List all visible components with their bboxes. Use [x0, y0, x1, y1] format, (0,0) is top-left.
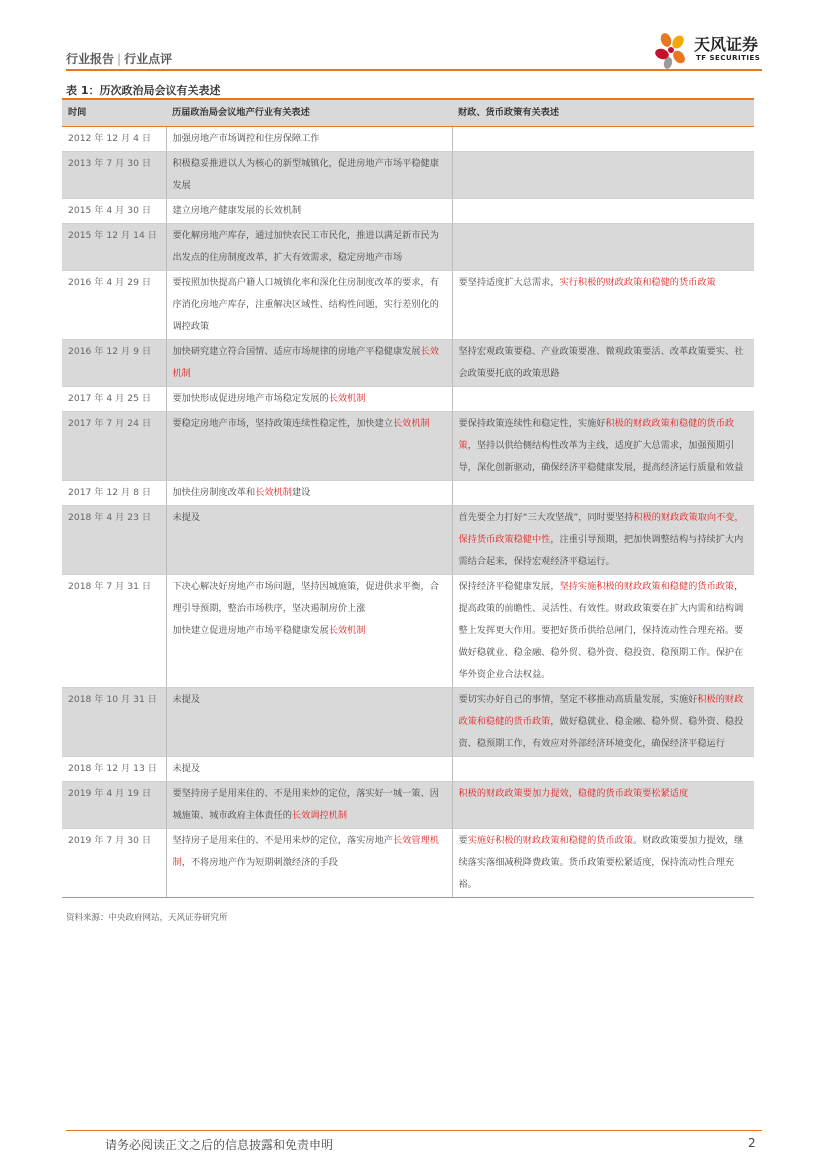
table-row [62, 199, 754, 224]
report-category: 行业报告 [66, 52, 115, 66]
cell-text: 要加快形成促进房地产市场稳定发展的 [172, 393, 329, 404]
brand-logo [652, 30, 764, 70]
highlighted-text: 实行积极的财政政策和稳健的货币政策 [559, 277, 716, 288]
cell-property [166, 481, 452, 506]
cell-policy [452, 688, 754, 757]
table-row [62, 224, 754, 271]
cell-policy [452, 757, 754, 782]
cell-date: 2018 年 12 月 13 日 [62, 757, 166, 782]
logo-name-en: TF SECURITIES [696, 54, 761, 62]
cell-date: 2013 年 7 月 30 日 [62, 152, 166, 199]
cell-text: ，坚持以供给侧结构性改革为主线，适度扩大总需求，加强预期引导，深化创新驱动，确保经济平稳健康发展，提高经济运行质量和效益 [458, 440, 744, 473]
cell-date: 2018 年 10 月 31 日 [62, 688, 166, 757]
cell-text: 要按照加快提高户籍人口城镇化率和深化住房制度改革的要求，有序消化房地产库存，注重解决区域性、结构性问题，实行差别化的调控政策 [172, 277, 439, 332]
cell-text: 保持经济平稳健康发展， [458, 581, 560, 592]
cell-policy [452, 340, 754, 387]
cell-date: 2017 年 12 月 8 日 [62, 481, 166, 506]
source-note: 资料来源：中央政府网站，天风证券研究所 [66, 913, 228, 923]
cell-text: 要稳定房地产市场，坚持政策连续性稳定性，加快建立 [172, 418, 393, 429]
cell-date: 2019 年 7 月 30 日 [62, 829, 166, 898]
header-divider [66, 69, 762, 71]
cell-text: 要 [458, 835, 468, 846]
cell-date: 2017 年 7 月 24 日 [62, 412, 166, 481]
table-row [62, 387, 754, 412]
cell-date: 2018 年 4 月 23 日 [62, 506, 166, 575]
cell-property [166, 224, 452, 271]
table-row [62, 782, 754, 829]
cell-text: 要坚持房子是用来住的、不是用来炒的定位，落实好一城一策、因城施策、城市政府主体责任的 [172, 788, 439, 821]
highlighted-text: 长效机制 [328, 393, 366, 404]
cell-property [166, 575, 452, 688]
highlighted-text: 长效管理机制 [172, 835, 439, 868]
cell-property [166, 757, 452, 782]
footer-divider [66, 1130, 762, 1131]
cell-text: 要坚持适度扩大总需求， [458, 277, 560, 288]
highlighted-text: 积极的财政政策要加力提效，稳健的货币政策要松紧适度 [458, 788, 689, 799]
cell-property [166, 127, 452, 152]
cell-text: 未提及 [172, 694, 201, 705]
cell-text: 。财政政策要加力提效，继续落实落细减税降费政策。货币政策要松紧适度，保持流动性合理充裕。 [458, 835, 744, 890]
cell-date: 2018 年 7 月 31 日 [62, 575, 166, 688]
column-header-property: 历届政治局会议地产行业有关表述 [166, 99, 452, 127]
cell-date: 2016 年 12 月 9 日 [62, 340, 166, 387]
cell-text: 建设 [291, 487, 311, 498]
cell-date: 2016 年 4 月 29 日 [62, 271, 166, 340]
table-row [62, 757, 754, 782]
cell-property [166, 688, 452, 757]
cell-property [166, 152, 452, 199]
table-row [62, 481, 754, 506]
cell-date: 2019 年 4 月 19 日 [62, 782, 166, 829]
table-row [62, 575, 754, 688]
table-body [62, 127, 754, 898]
cell-text: 首先要全力打好“三大攻坚战”，同时要坚持 [458, 512, 634, 523]
table-row [62, 127, 754, 152]
cell-text: ，做好稳就业、稳金融、稳外贸、稳外资、稳投资、稳预期工作，有效应对外部经济环境变化，确保经济平稳运行 [458, 716, 744, 749]
table-row [62, 412, 754, 481]
highlighted-text: 长效机制 [393, 418, 430, 429]
cell-property [166, 412, 452, 481]
breadcrumb [66, 50, 172, 67]
column-header-date: 时间 [62, 99, 166, 127]
table-caption: 表 1：历次政治局会议有关表述 [66, 84, 221, 97]
cell-policy [452, 199, 754, 224]
breadcrumb-separator: | [117, 52, 122, 66]
cell-policy [452, 271, 754, 340]
table-row [62, 688, 754, 757]
table-row [62, 829, 754, 898]
logo-name-cn: 天风证券 [694, 35, 759, 54]
cell-policy [452, 224, 754, 271]
highlighted-text: 积极的财政政策和稳健的货币政策 [458, 694, 744, 727]
policy-table [62, 98, 754, 898]
cell-text: 加快建立促进房地产市场平稳健康发展 [172, 625, 329, 636]
cell-property [166, 199, 452, 224]
cell-text: 未提及 [172, 763, 201, 774]
cell-text: 要化解房地产库存，通过加快农民工市民化，推进以满足新市民为出发点的住房制度改革，扩大有效需求，稳定房地产市场 [172, 230, 439, 263]
cell-property [166, 271, 452, 340]
cell-property [166, 387, 452, 412]
cell-text: 积极稳妥推进以人为核心的新型城镇化，促进房地产市场平稳健康发展 [172, 158, 439, 191]
highlighted-text: 积极的财政政策取向不变，保持货币政策稳健中性 [458, 512, 744, 545]
highlighted-text: 长效机制 [255, 487, 292, 498]
cell-text: ，提高政策的前瞻性、灵活性、有效性。财政政策要在扩大内需和结构调整上发挥更大作用。要把好货币供给总闸门，保持流动性合理充裕。要做好稳就业、稳金融、稳外贸、稳外资、稳投资、稳预期工作。保护在华外资企业合法权益。 [458, 581, 744, 680]
highlighted-text: 长效调控机制 [291, 810, 348, 821]
cell-text: 坚持宏观政策要稳、产业政策要准、微观政策要活、改革政策要实、社会政策要托底的政策思路 [458, 346, 744, 379]
disclaimer-text: 请务必阅读正文之后的信息披露和免责申明 [105, 1138, 334, 1152]
cell-text: 要切实办好自己的事情，坚定不移推动高质量发展，实施好 [458, 694, 698, 705]
flower-logo-icon [652, 30, 692, 70]
table-row [62, 271, 754, 340]
cell-text: 坚持房子是用来住的、不是用来炒的定位，落实房地产 [172, 835, 393, 846]
report-subcategory: 行业点评 [124, 52, 173, 66]
cell-date: 2015 年 12 月 14 日 [62, 224, 166, 271]
cell-text: ，不将房地产作为短期刺激经济的手段 [181, 857, 338, 868]
cell-date: 2017 年 4 月 25 日 [62, 387, 166, 412]
highlighted-text: 长效机制 [328, 625, 366, 636]
table-header-row [62, 99, 754, 127]
table-row [62, 152, 754, 199]
cell-policy [452, 412, 754, 481]
cell-date: 2015 年 4 月 30 日 [62, 199, 166, 224]
cell-text: ，注重引导预期，把加快调整结构与持续扩大内需结合起来，保持宏观经济平稳运行。 [458, 534, 744, 567]
highlighted-text: 坚持实施积极的财政政策和稳健的货币政策 [559, 581, 735, 592]
cell-text: 未提及 [172, 512, 201, 523]
cell-text: 加快住房制度改革和 [172, 487, 256, 498]
cell-property [166, 506, 452, 575]
cell-policy [452, 152, 754, 199]
highlighted-text: 积极的财政政策和稳健的货币政策 [458, 418, 735, 451]
cell-date: 2012 年 12 月 4 日 [62, 127, 166, 152]
cell-policy [452, 829, 754, 898]
column-header-policy: 财政、货币政策有关表述 [452, 99, 754, 127]
cell-property [166, 782, 452, 829]
cell-text: 加强房地产市场调控和住房保障工作 [172, 133, 320, 144]
cell-text: 建立房地产健康发展的长效机制 [172, 205, 302, 216]
cell-policy [452, 127, 754, 152]
highlighted-text: 实施好积极的财政政策和稳健的货币政策 [467, 835, 634, 846]
cell-policy [452, 387, 754, 412]
table-row [62, 340, 754, 387]
cell-property [166, 340, 452, 387]
highlighted-text: 长效机制 [172, 346, 439, 379]
page-number: 2 [748, 1136, 756, 1150]
cell-text: 加快研究建立符合国情、适应市场规律的房地产平稳健康发展 [172, 346, 421, 357]
cell-policy [452, 481, 754, 506]
cell-policy [452, 575, 754, 688]
cell-policy [452, 782, 754, 829]
cell-property [166, 829, 452, 898]
cell-text: 要保持政策连续性和稳定性，实施好 [458, 418, 606, 429]
cell-policy [452, 506, 754, 575]
table-row [62, 506, 754, 575]
cell-text: 下决心解决好房地产市场问题，坚持因城施策，促进供求平衡，合理引导预期，整治市场秩序，坚决遏制房价上涨 [172, 581, 439, 614]
